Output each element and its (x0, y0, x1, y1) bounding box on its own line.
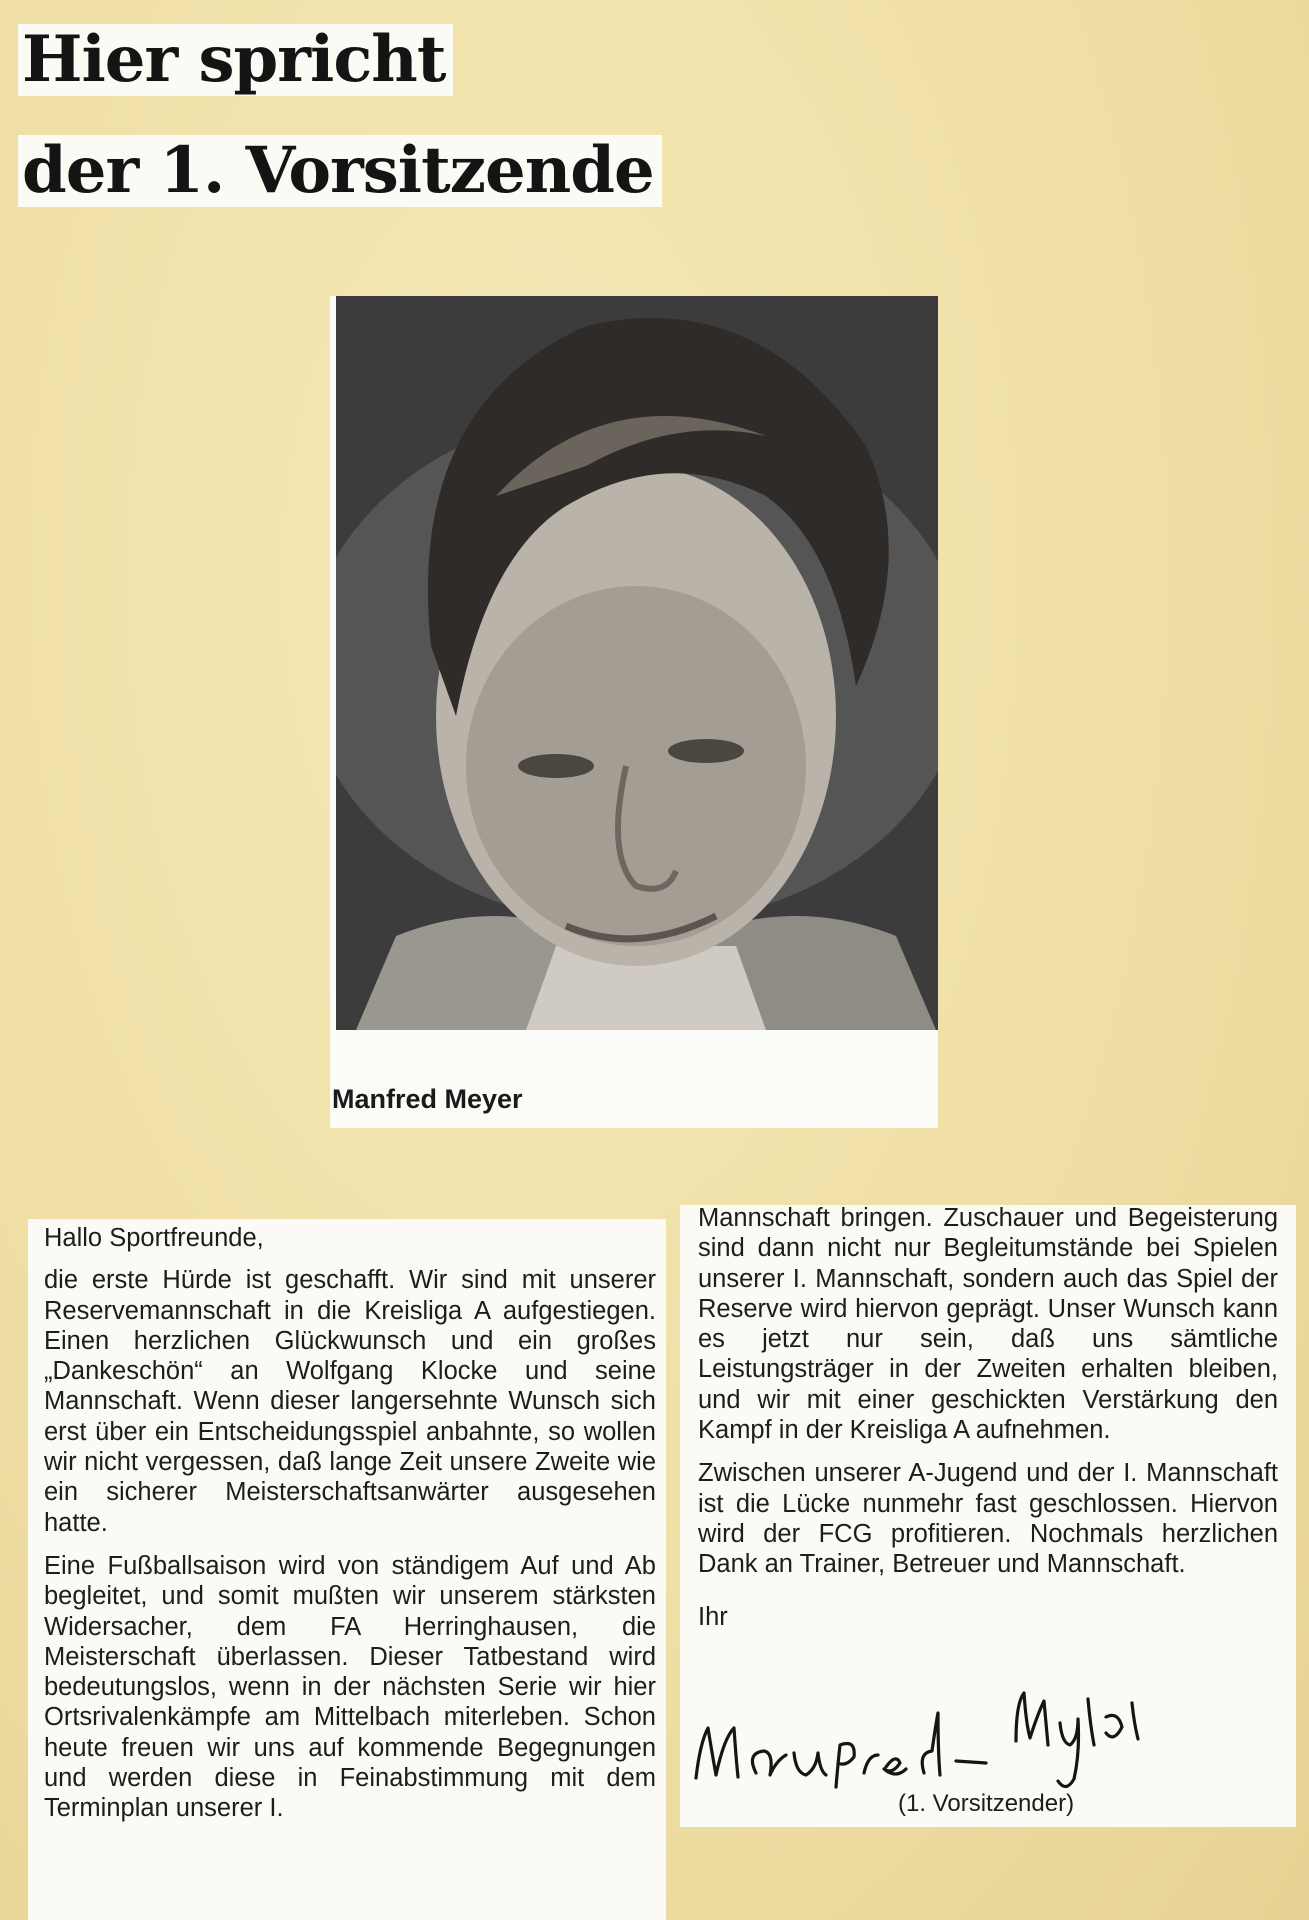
article-paragraph: Mannschaft bringen. Zuschauer und Begeisterung sind dann nicht nur Begleitumstände bei Spielen unserer I. Mannschaft, sondern auch das Spiel der Reserve wird hiervon geprägt. Unser Wunsch kann es jetzt nur sein, daß uns sämtliche Leistungsträger in der Zweiten erhalten bleiben, und wir mit einer geschickten Verstärkung den Kampf in der Kreisliga A aufnehmen. (698, 1204, 1278, 1445)
sign-off: Ihr (698, 1602, 728, 1631)
article-greeting: Hallo Sportfreunde, (44, 1224, 264, 1252)
headline-line-1: Hier spricht (18, 24, 453, 96)
article-column-right (680, 1205, 1296, 1827)
portrait-photo (336, 296, 938, 1030)
article-paragraph: Eine Fußballsaison wird von ständigem Auf und Ab begleitet, und somit mußten wir unserem stärksten Widersacher, dem FA Herringhausen, die Meisterschaft überlassen. Dieser Tatbestand wird bedeutungslos, wenn in der nächsten Serie wir hier Ortsrivalenkämpfe am Mittelbach miterleben. Schon heute freuen wir uns auf kommende Begegnungen und werden diese in Feinabstimmung mit dem Terminplan unserer I. (44, 1551, 656, 1823)
signer-role: (1. Vorsitzender) (898, 1790, 1075, 1817)
photo-clipping (330, 296, 938, 1128)
article-paragraph: Zwischen unserer A-Jugend und der I. Mannschaft ist die Lücke nunmehr fast geschlossen. Hiervon wird der FCG profitieren. Nochmals herzlichen Dank an Trainer, Betreuer und Mannschaft. (698, 1459, 1278, 1579)
article-paragraph: die erste Hürde ist geschafft. Wir sind mit unserer Reservemannschaft in die Kreisliga A aufgestiegen. Einen herzlichen Glückwunsch und ein großes „Dankeschön“ an Wolfgang Klocke und seine Mannschaft. Wenn dieser langersehnte Wunsch sich erst über ein Entscheidungsspiel anbahnte, so wollen wir nicht vergessen, daß lange Zeit unsere Zweite wie ein sicherer Meisterschaftsanwärter ausgesehen hatte. (44, 1266, 656, 1537)
article-column-left (28, 1219, 666, 1920)
headline-line-2: der 1. Vorsitzende (18, 135, 662, 207)
handwritten-signature (686, 1683, 1256, 1793)
photo-caption: Manfred Meyer (332, 1084, 523, 1114)
